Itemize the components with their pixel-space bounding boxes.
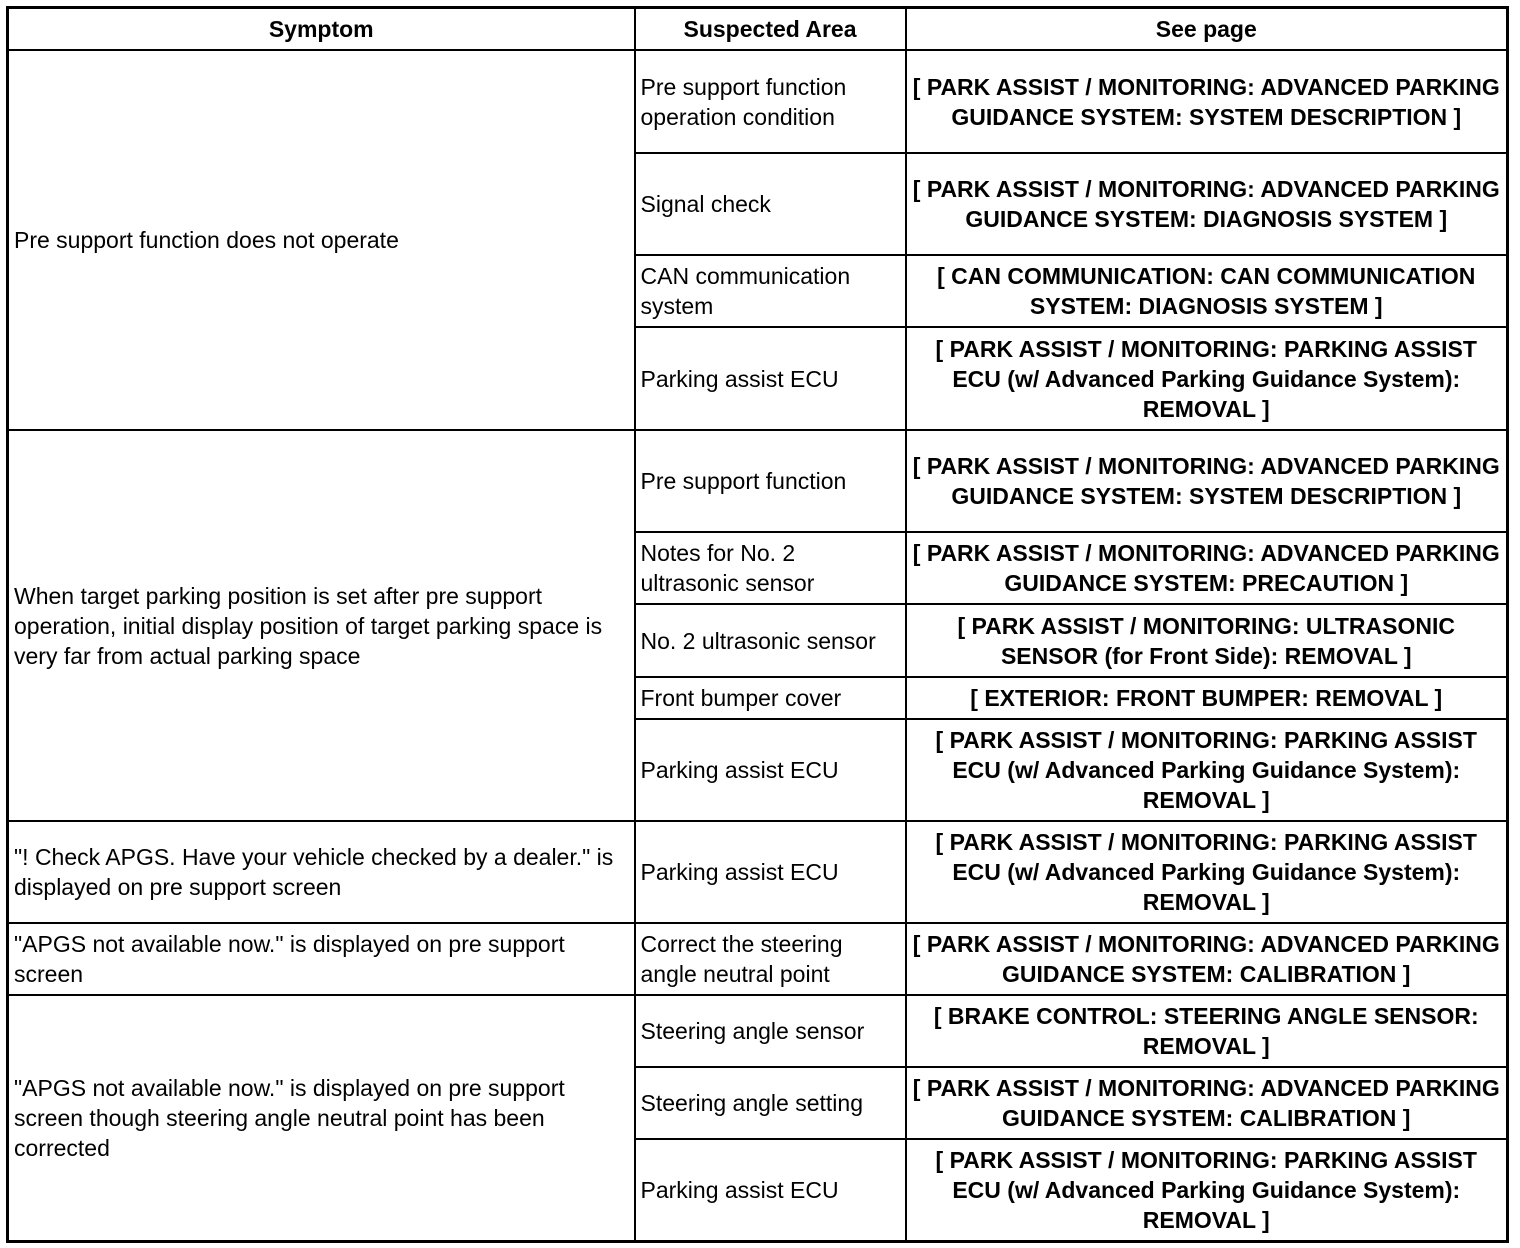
see-page-link[interactable]: [ PARK ASSIST / MONITORING: ADVANCED PARKING GUIDANCE SYSTEM: PRECAUTION ] (906, 532, 1508, 604)
suspected-area-cell: No. 2 ultrasonic sensor (635, 604, 906, 677)
table-row (8, 821, 1508, 923)
suspected-area-cell: Pre support function operation condition (635, 50, 906, 153)
suspected-area-cell: Steering angle sensor (635, 995, 906, 1067)
see-page-link[interactable]: [ PARK ASSIST / MONITORING: PARKING ASSIST ECU (w/ Advanced Parking Guidance System): REMOVAL ] (906, 1139, 1508, 1241)
suspected-area-cell: Parking assist ECU (635, 327, 906, 430)
see-page-link[interactable]: [ PARK ASSIST / MONITORING: PARKING ASSIST ECU (w/ Advanced Parking Guidance System): REMOVAL ] (906, 327, 1508, 430)
suspected-area-cell: Signal check (635, 153, 906, 255)
see-page-link[interactable]: [ BRAKE CONTROL: STEERING ANGLE SENSOR: REMOVAL ] (906, 995, 1508, 1067)
problem-symptoms-table (6, 6, 1509, 1243)
table-row (8, 50, 1508, 153)
see-page-link[interactable]: [ PARK ASSIST / MONITORING: ADVANCED PARKING GUIDANCE SYSTEM: CALIBRATION ] (906, 923, 1508, 995)
suspected-area-cell: Parking assist ECU (635, 719, 906, 821)
see-page-link[interactable]: [ PARK ASSIST / MONITORING: ADVANCED PARKING GUIDANCE SYSTEM: SYSTEM DESCRIPTION ] (906, 430, 1508, 532)
suspected-area-cell: CAN communication system (635, 255, 906, 327)
see-page-link[interactable]: [ PARK ASSIST / MONITORING: ADVANCED PARKING GUIDANCE SYSTEM: CALIBRATION ] (906, 1067, 1508, 1139)
symptom-cell: "! Check APGS. Have your vehicle checked by a dealer." is displayed on pre support screen (8, 821, 635, 923)
table-row (8, 923, 1508, 995)
symptom-cell: "APGS not available now." is displayed on pre support screen (8, 923, 635, 995)
suspected-area-cell: Notes for No. 2 ultrasonic sensor (635, 532, 906, 604)
see-page-link[interactable]: [ EXTERIOR: FRONT BUMPER: REMOVAL ] (906, 677, 1508, 719)
symptom-cell: Pre support function does not operate (8, 50, 635, 430)
see-page-link[interactable]: [ PARK ASSIST / MONITORING: ULTRASONIC SENSOR (for Front Side): REMOVAL ] (906, 604, 1508, 677)
see-page-link[interactable]: [ PARK ASSIST / MONITORING: PARKING ASSIST ECU (w/ Advanced Parking Guidance System): REMOVAL ] (906, 821, 1508, 923)
header-row (8, 8, 1508, 51)
symptom-cell: "APGS not available now." is displayed on pre support screen though steering angle neutral point has been corrected (8, 995, 635, 1241)
suspected-area-cell: Pre support function (635, 430, 906, 532)
suspected-area-cell: Front bumper cover (635, 677, 906, 719)
suspected-area-cell: Parking assist ECU (635, 1139, 906, 1241)
see-page-link[interactable]: [ PARK ASSIST / MONITORING: ADVANCED PARKING GUIDANCE SYSTEM: SYSTEM DESCRIPTION ] (906, 50, 1508, 153)
table-row (8, 430, 1508, 532)
suspected-area-cell: Correct the steering angle neutral point (635, 923, 906, 995)
suspected-area-cell: Steering angle setting (635, 1067, 906, 1139)
problem-symptoms-table-container (6, 6, 1509, 1243)
see-page-link[interactable]: [ PARK ASSIST / MONITORING: PARKING ASSIST ECU (w/ Advanced Parking Guidance System): REMOVAL ] (906, 719, 1508, 821)
see-page-link[interactable]: [ PARK ASSIST / MONITORING: ADVANCED PARKING GUIDANCE SYSTEM: DIAGNOSIS SYSTEM ] (906, 153, 1508, 255)
see-page-link[interactable]: [ CAN COMMUNICATION: CAN COMMUNICATION SYSTEM: DIAGNOSIS SYSTEM ] (906, 255, 1508, 327)
symptom-cell: When target parking position is set after pre support operation, initial display position of target parking space is very far from actual parking space (8, 430, 635, 821)
header-suspected-area: Suspected Area (635, 8, 906, 51)
suspected-area-cell: Parking assist ECU (635, 821, 906, 923)
header-symptom: Symptom (8, 8, 635, 51)
table-row (8, 995, 1508, 1067)
header-see-page: See page (906, 8, 1508, 51)
